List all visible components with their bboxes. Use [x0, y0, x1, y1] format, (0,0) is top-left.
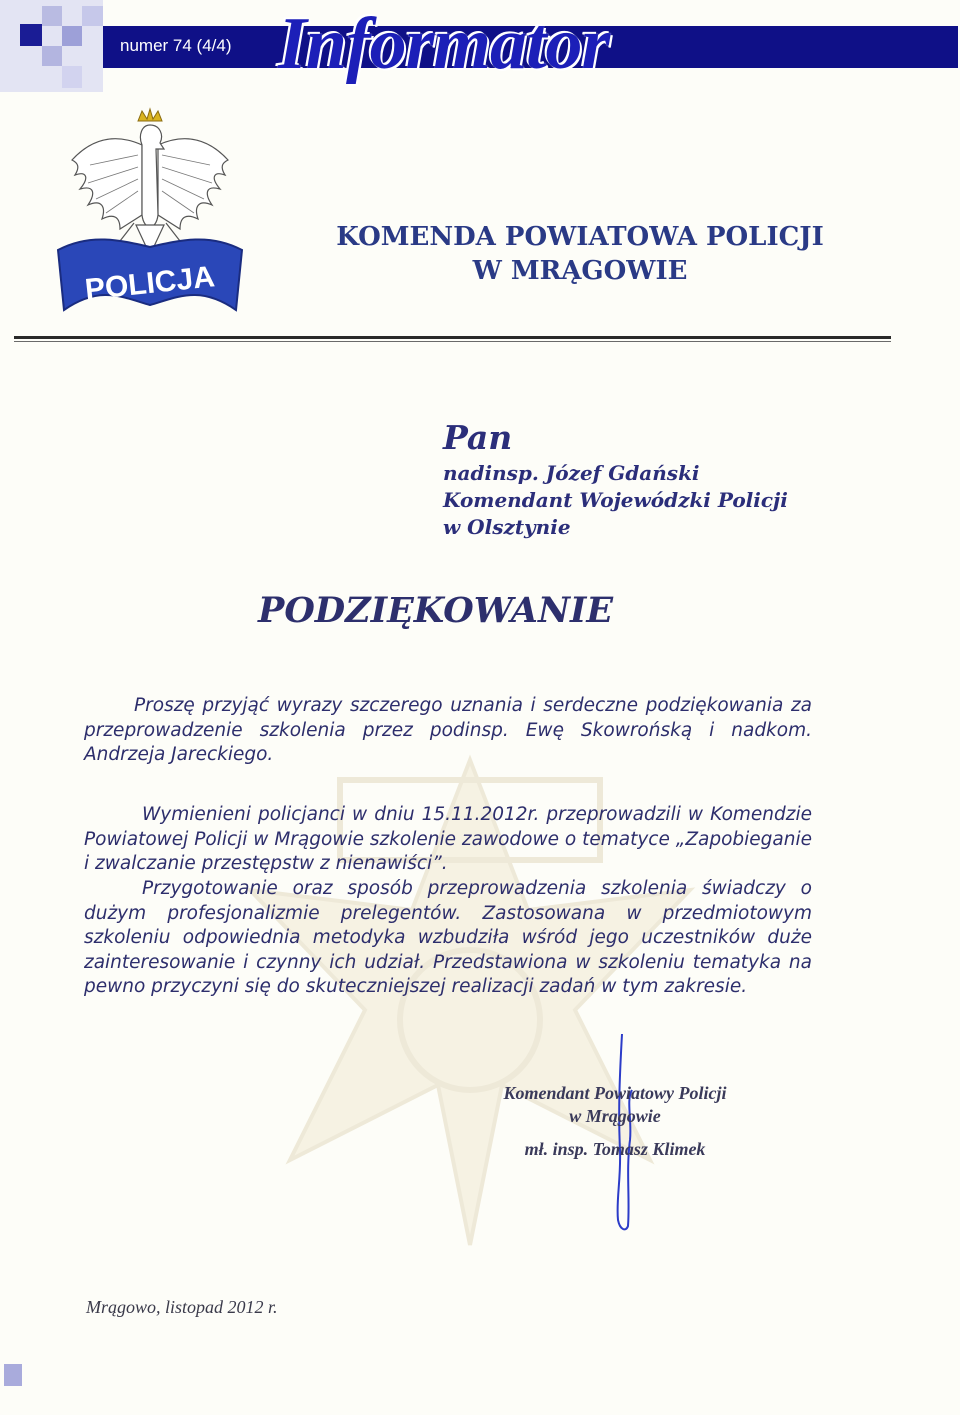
body-paragraph-2: Wymienieni policjanci w dniu 15.11.2012r. przeprowadzili w Komendzie Powiatowej Policji w Mrągowie szkolenie zawodowe o tematyce „Zapobieganie i zwalczanie przestępstw z nienawiści”. [84, 804, 812, 874]
body-paragraph-3: Przygotowanie oraz sposób przeprowadzenia szkolenia świadczy o dużym profesjonalizmie prelegentów. Zastosowana w przedmiotowym szkoleniu odpowiednia metodyka wzbudziła wśród jego uczestników duże zainteresowanie i czynny ich udział. Przedstawiona w szkoleniu tematyka na pewno przyczyni się do skuteczniejszej realizacji zadań w tym zakresie. [84, 878, 812, 997]
header-square-6 [42, 46, 62, 66]
emblem-text: POLICJA [83, 260, 217, 307]
signer-name: mł. insp. Tomasz Klimek [524, 1139, 706, 1159]
police-eagle-emblem-icon [50, 105, 250, 330]
unit-name-line2: W MRĄGOWIE [472, 256, 688, 286]
header-square-4 [62, 26, 82, 46]
signer-position-line-2: w Mrągowie [569, 1106, 661, 1126]
recipient-salutation: Pan [443, 418, 513, 457]
recipient-line-2: Komendant Wojewódzki Policji [443, 488, 788, 512]
issue-number: numer 74 (4/4) [120, 36, 232, 55]
signer-position-line-1: Komendant Powiatowy Policji [503, 1083, 727, 1103]
recipient-line-3: w Olsztynie [443, 515, 571, 539]
unit-name [300, 220, 860, 288]
recipient-block [443, 416, 788, 541]
place-and-date: Mrągowo, listopad 2012 r. [86, 1297, 278, 1317]
document-title: PODZIĘKOWANIE [258, 590, 613, 631]
unit-name-line1: KOMENDA POWIATOWA POLICJI [336, 222, 824, 252]
footer-square [4, 1364, 22, 1386]
header-square-7 [62, 66, 82, 88]
body-paragraph-1: Proszę przyjąć wyrazy szczerego uznania i serdeczne podziękowania za przeprowadzenie szkolenia przez podinsp. Ewę Skowrońską i nadkom. Andrzeja Jareckiego. [84, 695, 812, 765]
signature-stamp [470, 1082, 760, 1161]
header-square-2 [20, 24, 42, 46]
recipient-line-1: nadinsp. Józef Gdański [443, 461, 700, 485]
header-square-5 [82, 6, 103, 26]
header-square-3 [42, 6, 62, 26]
letterhead-divider [14, 336, 891, 342]
publication-title: Informator [278, 3, 610, 85]
